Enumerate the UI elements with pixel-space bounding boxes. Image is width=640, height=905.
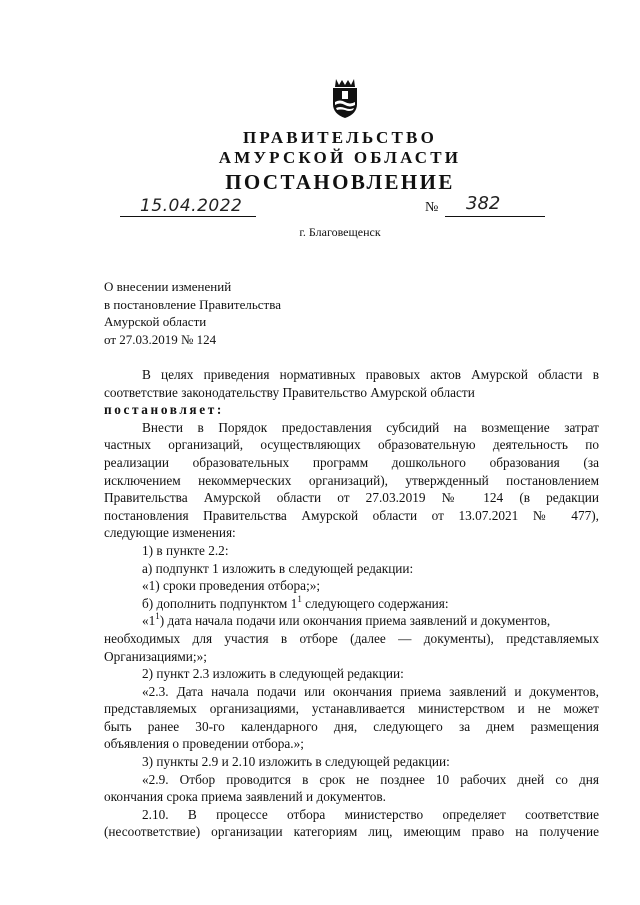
body-line: реализации образовательных программ дошкольного образования (за [104, 454, 599, 470]
subject-line: от 27.03.2019 № 124 [104, 331, 217, 347]
government-title: ПРАВИТЕЛЬСТВО [243, 128, 437, 147]
body-line: 2.10. В процессе отбора министерство определяет соответствие [142, 806, 599, 822]
body-line: быть ранее 30-го календарного дня, следующего за днем размещения [104, 718, 599, 734]
body-line: В целях приведения нормативных правовых актов Амурской области в [142, 367, 599, 382]
text-span: «1 [142, 613, 156, 629]
city: г. Благовещенск [299, 225, 381, 239]
body-line: 3) пункты 2.9 и 2.10 изложить в следующей редакции: [142, 754, 450, 770]
body-line: (несоответствие) организации категориям лиц, имеющим право на получение [104, 824, 599, 840]
region-title: АМУРСКОЙ ОБЛАСТИ [218, 148, 462, 167]
superscript: 1 [155, 611, 160, 622]
body-line: объявления о проведении отбора.»; [104, 736, 304, 752]
body-line: окончания срока приема заявлений и документов. [104, 789, 386, 805]
document-number: 382 [466, 193, 501, 214]
body-line: 2) пункт 2.3 изложить в следующей редакции: [142, 666, 404, 682]
body-line-emphasis: постановляет: [104, 402, 224, 418]
document-date: 15.04.2022 [140, 196, 243, 216]
body-line [104, 612, 599, 630]
document-body [104, 366, 599, 841]
body-line: Организациями;»; [104, 648, 207, 664]
text-span: следующего содержания: [301, 595, 449, 611]
text-span: б) дополнить подпунктом 1 [142, 595, 298, 611]
superscript: 1 [297, 593, 302, 604]
body-line: Внести в Порядок предоставления субсидий на возмещение затрат [142, 419, 599, 435]
body-line: постановления Правительства Амурской области от 13.07.2021 № 477), [104, 507, 599, 523]
body-line: соответствие законодательству Правительство Амурской области [104, 384, 475, 400]
document-type: ПОСТАНОВЛЕНИЕ [225, 170, 455, 194]
body-line: представляемых организациями, устанавливается министерством и не может [104, 701, 599, 717]
text-span: ) дата начала подачи или окончания приема заявлений и документов, [159, 613, 551, 629]
body-line: 1) в пункте 2.2: [142, 542, 229, 558]
subject-line: О внесении изменений [104, 279, 232, 294]
number-label: № [425, 200, 439, 215]
body-line [104, 595, 599, 613]
number-underline [445, 216, 545, 217]
body-line: необходимых для участия в отборе (далее — документы), представляемых [104, 630, 599, 646]
body-line: исключением некоммерческих организаций), утвержденный постановлением [104, 472, 599, 488]
document-subject [104, 278, 281, 348]
subject-line: в постановление Правительства [104, 296, 281, 312]
subject-line: Амурской области [104, 314, 207, 329]
amur-oblast-coat-of-arms-icon [330, 76, 360, 120]
body-line: следующие изменения: [104, 525, 236, 541]
body-line: «1) сроки проведения отбора;»; [142, 578, 321, 594]
body-line: «2.9. Отбор проводится в срок не позднее 10 рабочих дней со дня [142, 771, 599, 787]
body-line: Правительства Амурской области от 27.03.2019 № 124 (в редакции [104, 490, 599, 506]
date-underline [120, 216, 256, 217]
body-line: «2.3. Дата начала подачи или окончания приема заявлений и документов, [142, 683, 599, 699]
body-line: а) подпункт 1 изложить в следующей редакции: [142, 560, 414, 576]
body-line: частных организаций, осуществляющих образовательную деятельность по [104, 437, 599, 453]
